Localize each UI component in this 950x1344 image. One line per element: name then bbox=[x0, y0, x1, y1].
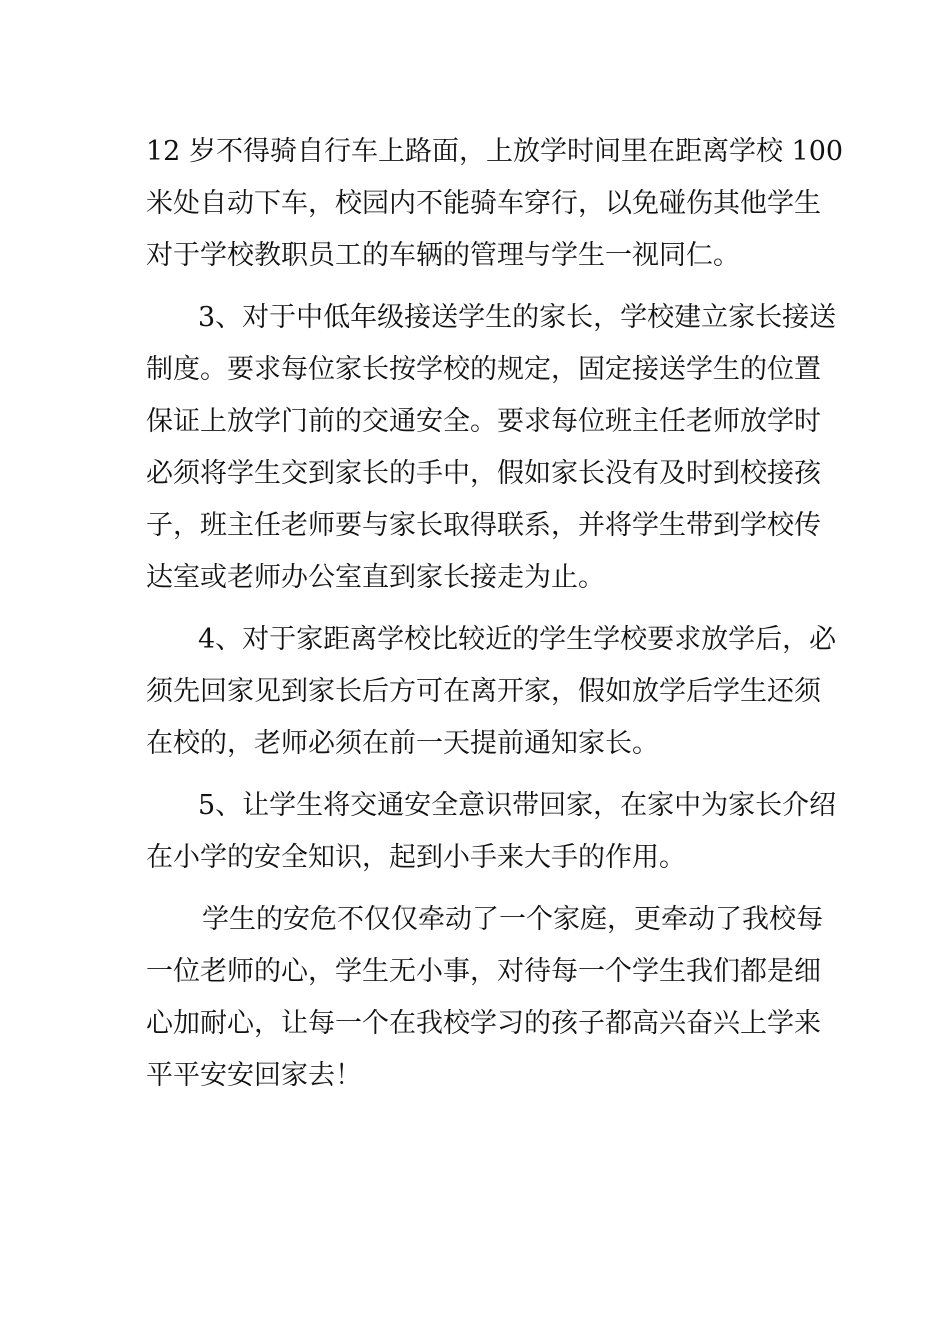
text-line: 制度。要求每位家长按学校的规定，固定接送学生的位置 bbox=[146, 354, 821, 385]
text-line: 对于学校教职员工的车辆的管理与学生一视同仁。 bbox=[146, 240, 740, 271]
text-line: 须先回家见到家长后方可在离开家，假如放学后学生还须 bbox=[146, 676, 821, 707]
text-line: 子，班主任老师要与家长取得联系，并将学生带到学校传 bbox=[146, 510, 821, 541]
text-line: 在小学的安全知识，起到小手来大手的作用。 bbox=[146, 842, 686, 873]
text-line: 米处自动下车，校园内不能骑车穿行，以免碰伤其他学生 bbox=[146, 188, 821, 219]
paragraph-5-first-line: 5、让学生将交通安全意识带回家，在家中为家长介绍 bbox=[198, 790, 837, 821]
document-body bbox=[146, 126, 844, 1102]
text-line: 达室或老师办公室直到家长接走为止。 bbox=[146, 562, 605, 593]
text-line: 必须将学生交到家长的手中，假如家长没有及时到校接孩 bbox=[146, 458, 821, 489]
text-line: 心加耐心，让每一个在我校学习的孩子都高兴奋兴上学来 bbox=[146, 1008, 821, 1039]
paragraph-3-first-line: 3、对于中低年级接送学生的家长，学校建立家长接送 bbox=[198, 302, 837, 333]
paragraph-4-first-line: 4、对于家距离学校比较近的学生学校要求放学后，必 bbox=[198, 624, 837, 655]
text-line: 12 岁不得骑自行车上路面，上放学时间里在距离学校 100 bbox=[146, 136, 844, 167]
text-line: 保证上放学门前的交通安全。要求每位班主任老师放学时 bbox=[146, 406, 821, 437]
text-line: 在校的，老师必须在前一天提前通知家长。 bbox=[146, 728, 659, 759]
closing-paragraph-first-line: 学生的安危不仅仅牵动了一个家庭，更牵动了我校每 bbox=[202, 904, 823, 935]
text-line: 平平安安回家去！ bbox=[146, 1060, 362, 1091]
text-line: 一位老师的心，学生无小事，对待每一个学生我们都是细 bbox=[146, 956, 821, 987]
